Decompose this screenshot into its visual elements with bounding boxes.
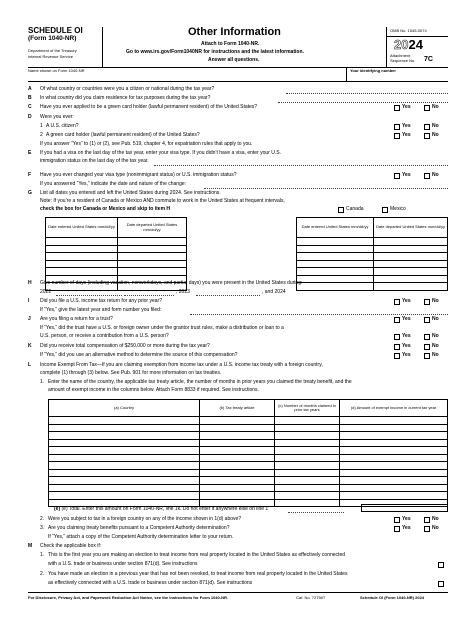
table-row[interactable] <box>297 260 448 268</box>
table-row[interactable] <box>49 447 448 455</box>
line-l3-number: 3. <box>40 525 45 531</box>
line-f-answer-field[interactable] <box>204 188 448 189</box>
line-f-yes-checkbox[interactable] <box>394 173 400 179</box>
line-d-expatriation-note: If you answer “Yes” to (1) or (2), see Pub. 519, chapter 4, for expatriation rules that apply to you. <box>40 141 253 147</box>
h-days-2024-field[interactable] <box>196 295 260 296</box>
total-exempt-income-field[interactable] <box>361 504 448 512</box>
line-j2-no-checkbox[interactable] <box>424 334 430 340</box>
g-right-col-departed: Date departed United States mm/dd/yy <box>374 218 448 238</box>
line-f-no-label: No <box>432 172 439 178</box>
line-i-yes-checkbox[interactable] <box>394 299 400 305</box>
line-d2-yes-label: Yes <box>402 132 411 138</box>
line-m1-number: 1. <box>40 552 45 558</box>
table-row[interactable] <box>297 253 448 261</box>
footer-cat-number: Cat. No. 72756T <box>296 595 326 600</box>
line-e-question: If you had a visa on the last day of the tax year, enter your visa type. If you didn’t have a visa, enter your U.S. <box>40 150 281 156</box>
line-j-yes-label: Yes <box>402 316 411 322</box>
line-h-question: Give number of days (including vacation, nonworkdays, and partial days) you were present in the United States during: <box>40 280 303 286</box>
line-g-note-cont: check the box for Canada or Mexico and skip to item H <box>40 206 171 212</box>
g-right-col-entered: Date entered United States mm/dd/yy <box>297 218 374 238</box>
line-a-letter: A <box>28 86 32 92</box>
line-l-heading: Income Exempt From Tax—If you are claiming exemption from income tax under a U.S. income tax treaty with a foreign country, <box>40 362 323 368</box>
line-j-no-checkbox[interactable] <box>424 317 430 323</box>
line-d-question: Were you ever: <box>40 114 74 120</box>
line-j-yes-checkbox[interactable] <box>394 317 400 323</box>
line-a-question: Of what country or countries were you a citizen or national during the tax year? <box>40 86 215 92</box>
attach-instruction: Attach to Form 1040-NR. <box>201 41 260 47</box>
table-row[interactable] <box>49 439 448 447</box>
table-row[interactable] <box>49 484 448 492</box>
line-d-letter: D <box>28 114 32 120</box>
h-year-2022: 2022 <box>40 289 52 295</box>
col-months-claimed: (c) Number of months claimed in prior tax years <box>275 400 340 417</box>
footer-form-id: Schedule OI (Form 1040-NR) 2024 <box>360 595 425 600</box>
line-f-letter: F <box>28 172 32 178</box>
line-l3-no-label: No <box>432 525 439 531</box>
table-row[interactable] <box>49 424 448 432</box>
line-l1-instruction: Enter the name of the country, the applicable tax treaty article, the number of months in prior years you claimed the treaty benefit, and the <box>48 379 352 385</box>
form-page <box>28 27 448 623</box>
col-country: (a) Country <box>49 400 200 417</box>
line-l1-number: 1. <box>40 379 45 385</box>
line-k-followup: If “Yes,” did you use an alternative method to determine the source of this compensation? <box>40 352 238 358</box>
line-j2-yes-label: Yes <box>402 333 411 339</box>
table-row[interactable] <box>297 283 448 291</box>
g-left-col-entered: Date entered United States mm/dd/yy <box>46 218 118 238</box>
h-year-2024: , and 2024 <box>262 289 286 295</box>
line-c-yes-checkbox[interactable] <box>394 105 400 111</box>
canada-label: Canada <box>346 206 364 212</box>
line-j-question: Are you filing a return for a trust? <box>40 316 113 322</box>
line-l2-number: 2. <box>40 516 45 522</box>
line-e-answer-field[interactable] <box>154 165 448 166</box>
mexico-checkbox[interactable] <box>382 207 388 213</box>
line-l3-yes-checkbox[interactable] <box>394 526 400 532</box>
line-m1-text-cont: with a U.S. trade or business under section 871(d). See instructions <box>48 561 198 567</box>
table-row[interactable] <box>49 469 448 477</box>
line-k-letter: K <box>28 343 32 349</box>
table-row[interactable] <box>49 477 448 485</box>
line-i-no-checkbox[interactable] <box>424 299 430 305</box>
line-l3-no-checkbox[interactable] <box>424 526 430 532</box>
name-label: Name shown on Form 1040-NR <box>28 68 85 73</box>
line-l2-no-checkbox[interactable] <box>424 517 430 523</box>
line-d2-no-label: No <box>432 132 439 138</box>
line-g-note: Note: If you’re a resident of Canada or Mexico AND commute to work in the United States at frequent intervals, <box>40 198 285 204</box>
line-l-e-total: (e) (e) Total. Enter this amount on Form 1040-NR, line 1k. Do not enter it anywhere else on line 1 <box>54 506 269 512</box>
table-row[interactable] <box>49 432 448 440</box>
treaty-income-table <box>48 399 448 507</box>
line-f-followup: If you answered “Yes,” indicate the date and nature of the change: <box>40 181 187 187</box>
line-k-no-checkbox[interactable] <box>424 344 430 350</box>
line-j-followup: If “Yes,” did the trust have a U.S. or foreign owner under the grantor trust rules, make a distribution or loan to a <box>40 325 284 331</box>
line-m-letter: M <box>28 543 33 549</box>
line-k2-no-checkbox[interactable] <box>424 353 430 359</box>
mexico-label: Mexico <box>390 206 406 212</box>
line-l-letter: L <box>28 362 32 368</box>
line-c-no-checkbox[interactable] <box>424 105 430 111</box>
line-i-no-label: No <box>432 298 439 304</box>
form-reference: (Form 1040-NR) <box>28 35 77 42</box>
table-row[interactable] <box>297 268 448 276</box>
line-c-letter: C <box>28 104 32 110</box>
line-e-question-cont: immigration status on the last day of the tax year. <box>40 158 149 164</box>
col-treaty-article: (b) Tax treaty article <box>200 400 275 417</box>
line-k-yes-label: Yes <box>402 343 411 349</box>
h-year-2023: , 2023 <box>176 289 190 295</box>
line-j2-no-label: No <box>432 333 439 339</box>
line-k2-no-label: No <box>432 352 439 358</box>
line-c-no-label: No <box>432 104 439 110</box>
line-d2-yes-checkbox[interactable] <box>394 133 400 139</box>
line-h-letter: H <box>28 280 32 286</box>
line-m2-checkbox[interactable] <box>438 581 444 587</box>
table-row[interactable] <box>46 245 187 253</box>
line-g-question: List all dates you entered and left the United States during 2024. See instructions. <box>40 190 221 196</box>
line-f-question: Have you ever changed your visa type (nonimmigrant status) or U.S. immigration status? <box>40 172 237 178</box>
line-d1-yes-checkbox[interactable] <box>394 124 400 130</box>
line-k-question: Did you receive total compensation of $250,000 or more during the tax year? <box>40 343 210 349</box>
g-dates-table-right <box>296 217 448 291</box>
g-left-col-departed: Date departed United States mm/dd/yy <box>118 218 187 238</box>
table-row[interactable] <box>49 454 448 462</box>
line-l1-instruction-cont: amount of exempt income in the columns below. Attach Form 8833 if required. See instructions. <box>48 387 259 393</box>
line-b-letter: B <box>28 95 32 101</box>
omb-number: OMB No. 1545-0074 <box>390 28 427 33</box>
line-k-no-label: No <box>432 343 439 349</box>
table-row[interactable] <box>46 268 187 276</box>
line-m-heading: Check the applicable box if: <box>40 543 102 549</box>
table-row[interactable] <box>297 275 448 283</box>
line-m2-number: 2. <box>40 571 45 577</box>
line-m1-checkbox[interactable] <box>438 562 444 568</box>
line-l3-followup: If “Yes,” attach a copy of the Competent Authority determination letter to your return. <box>48 534 234 540</box>
line-m1-text: This is the first year you are making an election to treat income from real property located in the United States as effectively connected <box>48 552 346 558</box>
table-row[interactable] <box>297 238 448 246</box>
table-row[interactable] <box>46 238 187 246</box>
line-i-followup: If “Yes,” give the latest year and form number you filed: <box>40 307 162 313</box>
line-i-answer-field[interactable] <box>190 314 448 315</box>
line-j-letter: J <box>28 316 31 322</box>
attachment-label: Attachment <box>390 53 411 58</box>
line-l3-question: Are you claiming treaty benefits pursuant to a Competent Authority determination? <box>48 525 230 531</box>
line-d1-question: A U.S. citizen? <box>46 123 79 129</box>
irs-label: Internal Revenue Service <box>28 54 73 59</box>
line-f-yes-label: Yes <box>402 172 411 178</box>
table-row[interactable] <box>46 260 187 268</box>
form-title: Other Information <box>188 26 281 38</box>
line-i-question: Did you file a U.S. income tax return for any prior year? <box>40 298 162 304</box>
line-j-no-label: No <box>432 316 439 322</box>
sequence-label: Sequence No. <box>390 58 416 63</box>
h-days-2022-field[interactable] <box>56 295 122 296</box>
table-row[interactable] <box>49 417 448 425</box>
line-k2-yes-label: Yes <box>402 352 411 358</box>
line-d1-yes-label: Yes <box>402 123 411 129</box>
line-m2-text-cont: as effectively connected with a U.S. trade or business under section 871(d). See instructions <box>48 580 253 586</box>
irs-link-instruction: Go to www.irs.gov/Form1040NR for instructions and the latest information. <box>126 49 304 55</box>
line-d1-number: 1 <box>40 123 43 129</box>
line-d1-no-label: No <box>432 123 439 129</box>
line-j-followup-cont: U.S. person, or receive a contribution from a U.S. person? <box>40 333 169 339</box>
line-l-heading-cont: complete (1) through (3) below. See Pub. 901 for more information on tax treaties. <box>40 370 222 376</box>
table-row[interactable] <box>46 253 187 261</box>
line-l2-yes-label: Yes <box>402 516 411 522</box>
line-g-letter: G <box>28 190 32 196</box>
line-m2-text: You have made an election in a previous year that has not been revoked, to treat income from real property located in the United States <box>48 571 348 577</box>
line-k-yes-checkbox[interactable] <box>394 344 400 350</box>
line-c-yes-label: Yes <box>402 104 411 110</box>
schedule-title: SCHEDULE OI <box>28 26 83 35</box>
col-exempt-amount: (d) Amount of exempt income in current tax year <box>340 400 448 417</box>
line-k2-yes-checkbox[interactable] <box>394 353 400 359</box>
line-l2-yes-checkbox[interactable] <box>394 517 400 523</box>
line-j2-yes-checkbox[interactable] <box>394 334 400 340</box>
line-l2-no-label: No <box>432 516 439 522</box>
identifying-number-label: Your identifying number <box>350 68 396 73</box>
line-d2-number: 2 <box>40 132 43 138</box>
line-f-no-checkbox[interactable] <box>424 173 430 179</box>
table-row[interactable] <box>49 462 448 470</box>
line-l2-question: Were you subject to tax in a foreign country on any of the income shown in 1(d) above? <box>48 516 242 522</box>
line-e-letter: E <box>28 150 32 156</box>
line-d2-no-checkbox[interactable] <box>424 133 430 139</box>
line-b-question: In what country did you claim residence for tax purposes during the tax year? <box>40 95 211 101</box>
canada-checkbox[interactable] <box>338 207 344 213</box>
line-d1-no-checkbox[interactable] <box>424 124 430 130</box>
table-row[interactable] <box>297 245 448 253</box>
line-l3-yes-label: Yes <box>402 525 411 531</box>
footer-disclosure: For Disclosure, Privacy Act, and Paperwork Reduction Act Notice, see the instructions for Form 1040-NR. <box>28 595 228 600</box>
tax-year: 2024 <box>394 37 423 52</box>
department-label: Department of the Treasury <box>28 48 77 53</box>
answer-all-instruction: Answer all questions. <box>208 57 260 63</box>
line-b-answer-field[interactable] <box>278 102 448 103</box>
sequence-number: 7C <box>424 56 433 63</box>
line-i-letter: I <box>28 298 30 304</box>
line-i-yes-label: Yes <box>402 298 411 304</box>
line-a-answer-field[interactable] <box>286 93 448 94</box>
table-row[interactable] <box>49 492 448 500</box>
h-days-2023-field[interactable] <box>124 295 174 296</box>
line-c-question: Have you ever applied to be a green card holder (lawful permanent resident) of the United States? <box>40 104 258 110</box>
line-d2-question: A green card holder (lawful permanent resident) of the United States? <box>46 132 200 138</box>
